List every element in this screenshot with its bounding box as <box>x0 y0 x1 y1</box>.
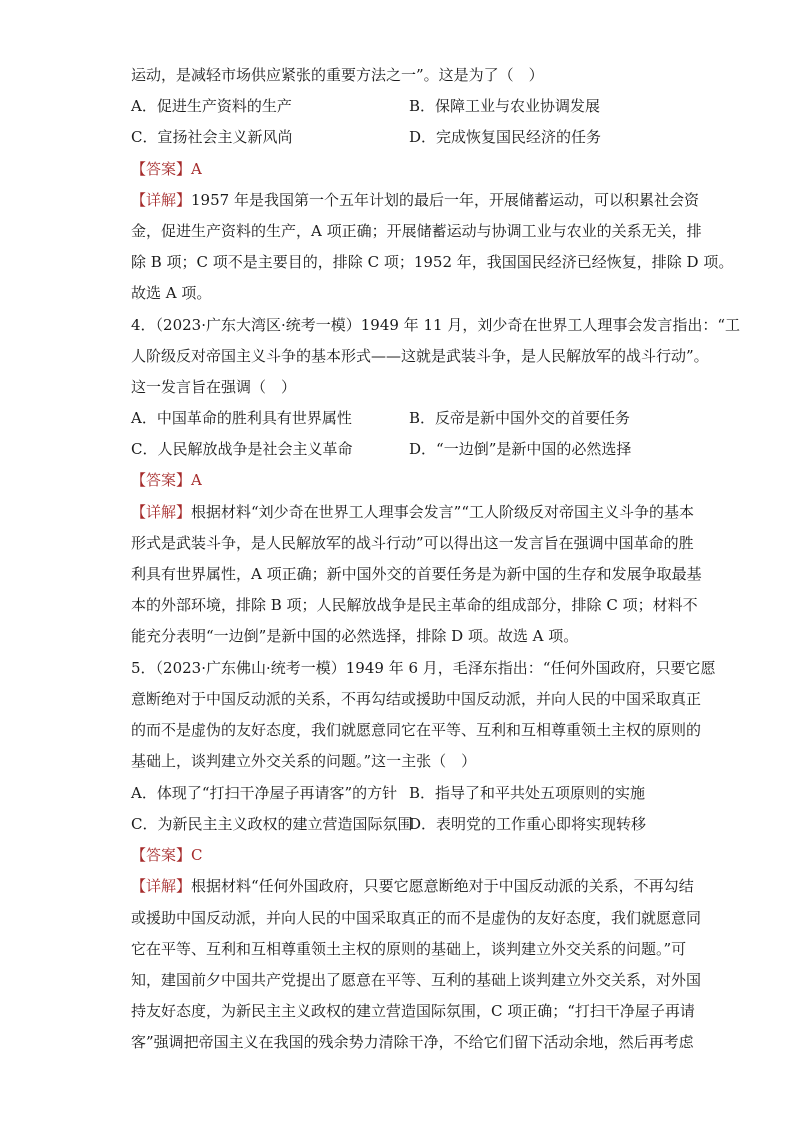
q4-option-d: D．“一边倒”是新中国的必然选择 <box>409 440 632 458</box>
q4-detail-line-2: 形式是武装斗争，是人民解放军的战斗行动”可以得出这一发言旨在强调中国革命的胜 <box>131 534 694 552</box>
q5-stem-line-4: 基础上，谈判建立外交关系的问题。”这一主张（ ） <box>131 752 477 770</box>
q5-option-d: D．表明党的工作重心即将实现转移 <box>409 815 647 833</box>
q4-stem-line-1: 4．（2023·广东大湾区·统考一模）1949 年 11 月，刘少奇在世界工人理事会发言指出：“工 <box>131 316 740 334</box>
q5-detail-line-4: 知，建国前夕中国共产党提出了愿意在平等、互利的基础上谈判建立外交关系，对外国 <box>131 971 702 989</box>
q4-options-row-1 <box>131 403 671 433</box>
q3-stem-tail: 运动，是减轻市场供应紧张的重要方法之一”。这是为了（ ） <box>131 66 544 84</box>
q3-detail-line-3: 除 B 项；C 项不是主要目的，排除 C 项；1952 年，我国国民经济已经恢复，排除 D 项。 <box>131 253 734 271</box>
q5-option-a: A．体现了“打扫干净屋子再请客”的方针 <box>131 784 398 802</box>
q4-option-c: C．人民解放战争是社会主义革命 <box>131 440 353 458</box>
q5-stem-line-3: 的而不是虚伪的友好态度，我们就愿意同它在平等、互利和互相尊重领土主权的原则的 <box>131 721 702 739</box>
detail-body: 1957 年是我国第一个五年计划的最后一年，开展储蓄运动，可以积累社会资 <box>191 191 699 209</box>
q5-stem-line-2: 意断绝对于中国反动派的关系，不再勾结或援助中国反动派，并向人民的中国采取真正 <box>131 690 702 708</box>
q5-detail-line-1 <box>131 871 694 901</box>
q5-stem-line-1: 5．（2023·广东佛山·统考一模）1949 年 6 月，毛泽东指出：“任何外国政府，只要它愿 <box>131 659 716 677</box>
q3-options-row-1 <box>131 91 671 121</box>
q3-option-c: C．宣扬社会主义新风尚 <box>131 128 293 146</box>
q3-detail-text-1 <box>131 191 699 209</box>
q5-detail-line-5: 持友好态度，为新民主主义政权的建立营造国际氛围，C 项正确；“打扫干净屋子再请 <box>131 1002 695 1020</box>
q5-options-row-1 <box>131 778 671 808</box>
q4-option-b: B．反帝是新中国外交的首要任务 <box>409 409 631 427</box>
q4-option-a: A．中国革命的胜利具有世界属性 <box>131 409 352 427</box>
q5-detail-line-3: 它在平等、互利和互相尊重领土主权的原则的基础上，谈判建立外交关系的问题。”可 <box>131 940 687 958</box>
detail-label: 【详解】 <box>131 503 192 521</box>
q5-options-row-2 <box>131 809 671 839</box>
detail-body: 根据材料“刘少奇在世界工人理事会发言”“工人阶级反对帝国主义斗争的基本 <box>191 503 695 521</box>
q3-option-a: A．促进生产资料的生产 <box>131 97 292 115</box>
q3-options-row-2 <box>131 122 671 152</box>
q3-detail-line-1 <box>131 185 699 215</box>
q4-options-row-2 <box>131 434 671 464</box>
q3-answer: 【答案】A <box>131 160 202 178</box>
q3-detail-line-2: 金，促进生产资料的生产，A 项正确；开展储蓄运动与协调工业与农业的关系无关，排 <box>131 222 702 240</box>
q4-detail-line-1 <box>131 497 695 527</box>
detail-label: 【详解】 <box>131 191 192 209</box>
q4-stem-line-2: 人阶级反对帝国主义斗争的基本形式——这就是武装斗争，是人民解放军的战斗行动”。 <box>131 347 709 365</box>
q5-answer: 【答案】C <box>131 846 203 864</box>
q4-detail-line-4: 本的外部环境，排除 B 项；人民解放战争是民主革命的组成部分，排除 C 项；材料不 <box>131 596 698 614</box>
detail-label: 【详解】 <box>131 877 192 895</box>
q5-option-c: C．为新民主主义政权的建立营造国际氛围 <box>131 815 413 833</box>
q4-detail-line-3: 利具有世界属性，A 项正确；新中国外交的首要任务是为新中国的生存和发展争取最基 <box>131 565 702 583</box>
q3-option-b: B．保障工业与农业协调发展 <box>409 97 601 115</box>
q3-detail-line-4: 故选 A 项。 <box>131 284 212 302</box>
detail-body: 根据材料“任何外国政府，只要它愿意断绝对于中国反动派的关系，不再勾结 <box>191 877 694 895</box>
q5-detail-line-6: 客”强调把帝国主义在我国的残余势力清除干净，不给它们留下活动余地，然后再考虑 <box>131 1033 694 1051</box>
q4-stem-line-3: 这一发言旨在强调（ ） <box>131 378 297 396</box>
q5-detail-line-2: 或援助中国反动派，并向人民的中国采取真正的而不是虚伪的友好态度，我们就愿意同 <box>131 909 702 927</box>
q4-detail-line-5: 能充分表明“一边倒”是新中国的必然选择，排除 D 项。故选 A 项。 <box>131 627 579 645</box>
q4-answer: 【答案】A <box>131 471 202 489</box>
q3-option-d: D．完成恢复国民经济的任务 <box>409 128 602 146</box>
q5-option-b: B．指导了和平共处五项原则的实施 <box>409 784 646 802</box>
